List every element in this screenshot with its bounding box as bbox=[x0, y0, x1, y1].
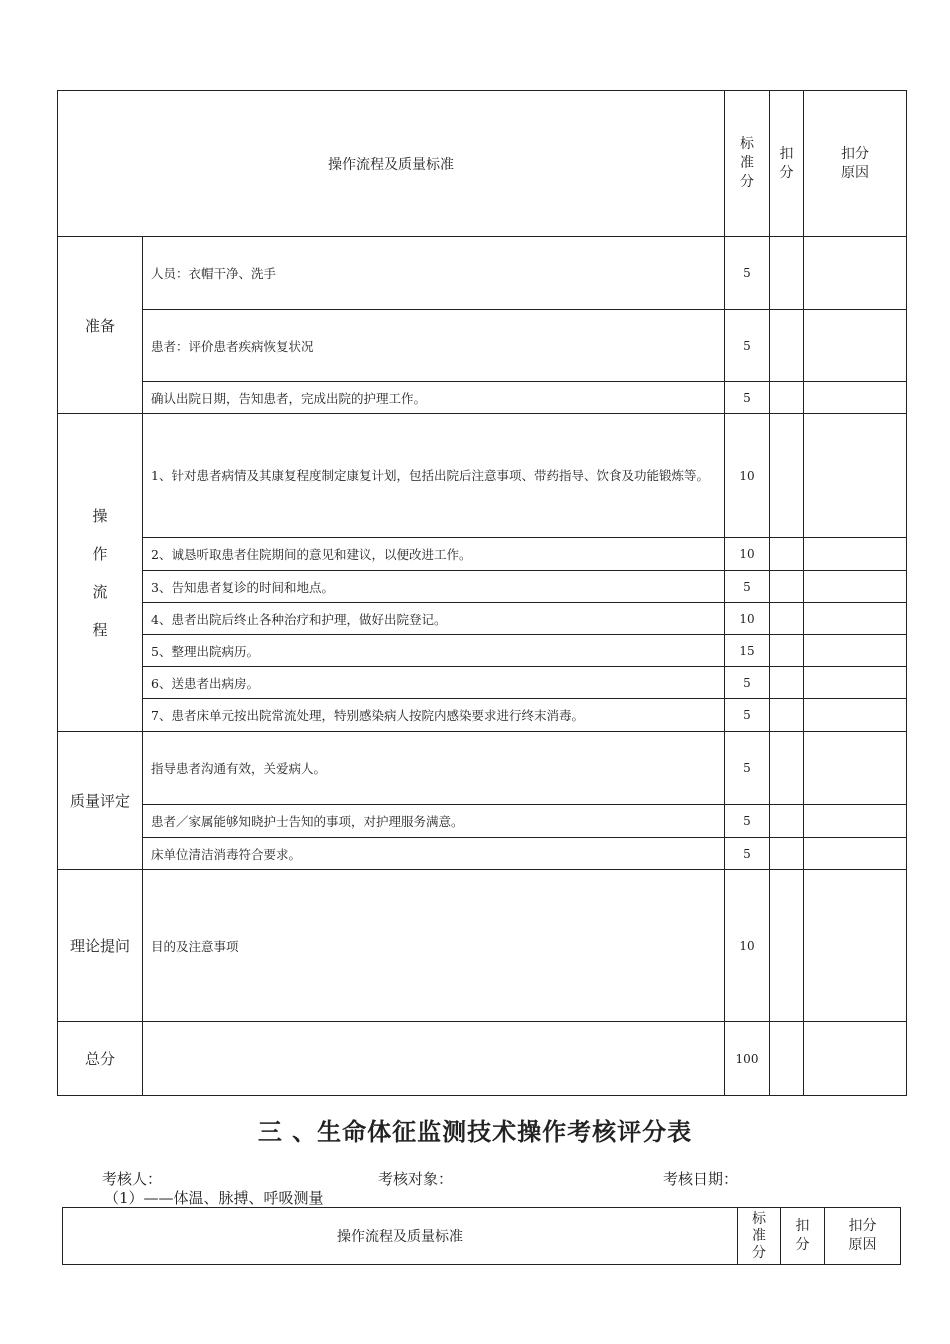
deduction-cell[interactable] bbox=[770, 667, 804, 699]
deduction-cell[interactable] bbox=[770, 382, 804, 414]
reason-cell[interactable] bbox=[804, 870, 907, 1022]
table-row bbox=[58, 382, 907, 414]
table-row bbox=[58, 805, 907, 838]
item-score: 5 bbox=[725, 838, 770, 870]
item-text: 4、患者出院后终止各种治疗和护理，做好出院登记。 bbox=[143, 603, 725, 635]
table-row bbox=[58, 838, 907, 870]
header-standard-score: 标 准 分 bbox=[738, 1208, 781, 1265]
reason-cell[interactable] bbox=[804, 382, 907, 414]
item-text: 1、针对患者病情及其康复程度制定康复计划，包括出院后注意事项、带药指导、饮食及功能锻炼等。 bbox=[143, 414, 725, 538]
item-score: 10 bbox=[725, 414, 770, 538]
item-score: 5 bbox=[725, 237, 770, 310]
reason-cell[interactable] bbox=[804, 538, 907, 571]
deduction-cell[interactable] bbox=[770, 838, 804, 870]
item-score: 5 bbox=[725, 805, 770, 838]
total-score: 100 bbox=[725, 1022, 770, 1096]
date-label: 考核日期： bbox=[663, 1170, 739, 1188]
table-header-row bbox=[58, 91, 907, 237]
deduction-cell[interactable] bbox=[770, 1022, 804, 1096]
table-row bbox=[58, 538, 907, 571]
item-score: 10 bbox=[725, 603, 770, 635]
reason-cell[interactable] bbox=[804, 310, 907, 382]
table-row bbox=[58, 667, 907, 699]
table-row bbox=[58, 870, 907, 1022]
table-row bbox=[58, 571, 907, 603]
item-text: 床单位清洁消毒符合要求。 bbox=[143, 838, 725, 870]
sub-title: （1）——体温、脉搏、呼吸测量 bbox=[104, 1189, 324, 1207]
item-text: 患者／家属能够知晓护士告知的事项，对护理服务满意。 bbox=[143, 805, 725, 838]
item-text: 人员：衣帽干净、洗手 bbox=[143, 237, 725, 310]
item-score: 5 bbox=[725, 699, 770, 732]
item-text: 确认出院日期，告知患者，完成出院的护理工作。 bbox=[143, 382, 725, 414]
item-text: 5、整理出院病历。 bbox=[143, 635, 725, 667]
table-row bbox=[58, 1022, 907, 1096]
header-deduction: 扣 分 bbox=[770, 91, 804, 237]
examiner-label: 考核人： bbox=[102, 1170, 163, 1188]
scoring-table-2 bbox=[62, 1207, 901, 1265]
item-text: 6、送患者出病房。 bbox=[143, 667, 725, 699]
section-label-procedure: 操 作 流 程 bbox=[58, 414, 143, 732]
header-deduction: 扣 分 bbox=[781, 1208, 825, 1265]
item-score: 5 bbox=[725, 310, 770, 382]
table-row bbox=[58, 603, 907, 635]
item-text: 指导患者沟通有效，关爱病人。 bbox=[143, 732, 725, 805]
header-title: 操作流程及质量标准 bbox=[58, 91, 725, 237]
deduction-cell[interactable] bbox=[770, 603, 804, 635]
subject-label: 考核对象： bbox=[378, 1170, 454, 1188]
reason-cell[interactable] bbox=[804, 237, 907, 310]
reason-cell[interactable] bbox=[804, 635, 907, 667]
table-row bbox=[58, 635, 907, 667]
table-row bbox=[58, 310, 907, 382]
item-text: 患者：评价患者疾病恢复状况 bbox=[143, 310, 725, 382]
scoring-table bbox=[57, 90, 907, 1096]
deduction-cell[interactable] bbox=[770, 310, 804, 382]
reason-cell[interactable] bbox=[804, 571, 907, 603]
item-text: 7、患者床单元按出院常流处理，特别感染病人按院内感染要求进行终末消毒。 bbox=[143, 699, 725, 732]
item-score: 15 bbox=[725, 635, 770, 667]
header-title: 操作流程及质量标准 bbox=[63, 1208, 738, 1265]
item-score: 5 bbox=[725, 571, 770, 603]
reason-cell[interactable] bbox=[804, 414, 907, 538]
table-row bbox=[58, 237, 907, 310]
header-standard-score: 标 准 分 bbox=[725, 91, 770, 237]
item-text: 2、诚恳听取患者住院期间的意见和建议，以便改进工作。 bbox=[143, 538, 725, 571]
deduction-cell[interactable] bbox=[770, 237, 804, 310]
section-label-quality: 质量评定 bbox=[58, 732, 143, 870]
section-label-theory: 理论提问 bbox=[58, 870, 143, 1022]
table-row bbox=[58, 699, 907, 732]
item-text: 目的及注意事项 bbox=[143, 870, 725, 1022]
deduction-cell[interactable] bbox=[770, 538, 804, 571]
reason-cell[interactable] bbox=[804, 732, 907, 805]
table-row bbox=[58, 414, 907, 538]
deduction-cell[interactable] bbox=[770, 571, 804, 603]
item-text: 3、告知患者复诊的时间和地点。 bbox=[143, 571, 725, 603]
reason-cell[interactable] bbox=[804, 805, 907, 838]
section-label-preparation: 准备 bbox=[58, 237, 143, 414]
header-deduction-reason: 扣分 原因 bbox=[825, 1208, 901, 1265]
reason-cell[interactable] bbox=[804, 603, 907, 635]
item-score: 5 bbox=[725, 382, 770, 414]
deduction-cell[interactable] bbox=[770, 414, 804, 538]
deduction-cell[interactable] bbox=[770, 870, 804, 1022]
reason-cell[interactable] bbox=[804, 699, 907, 732]
deduction-cell[interactable] bbox=[770, 699, 804, 732]
reason-cell[interactable] bbox=[804, 1022, 907, 1096]
section-label-total: 总分 bbox=[58, 1022, 143, 1096]
deduction-cell[interactable] bbox=[770, 635, 804, 667]
deduction-cell[interactable] bbox=[770, 732, 804, 805]
item-text bbox=[143, 1022, 725, 1096]
table-header-row bbox=[63, 1208, 901, 1265]
header-deduction-reason: 扣分 原因 bbox=[804, 91, 907, 237]
reason-cell[interactable] bbox=[804, 667, 907, 699]
reason-cell[interactable] bbox=[804, 838, 907, 870]
item-score: 10 bbox=[725, 870, 770, 1022]
item-score: 5 bbox=[725, 732, 770, 805]
table-row bbox=[58, 732, 907, 805]
item-score: 10 bbox=[725, 538, 770, 571]
item-score: 5 bbox=[725, 667, 770, 699]
deduction-cell[interactable] bbox=[770, 805, 804, 838]
section-title: 三 、生命体征监测技术操作考核评分表 bbox=[257, 1118, 693, 1146]
